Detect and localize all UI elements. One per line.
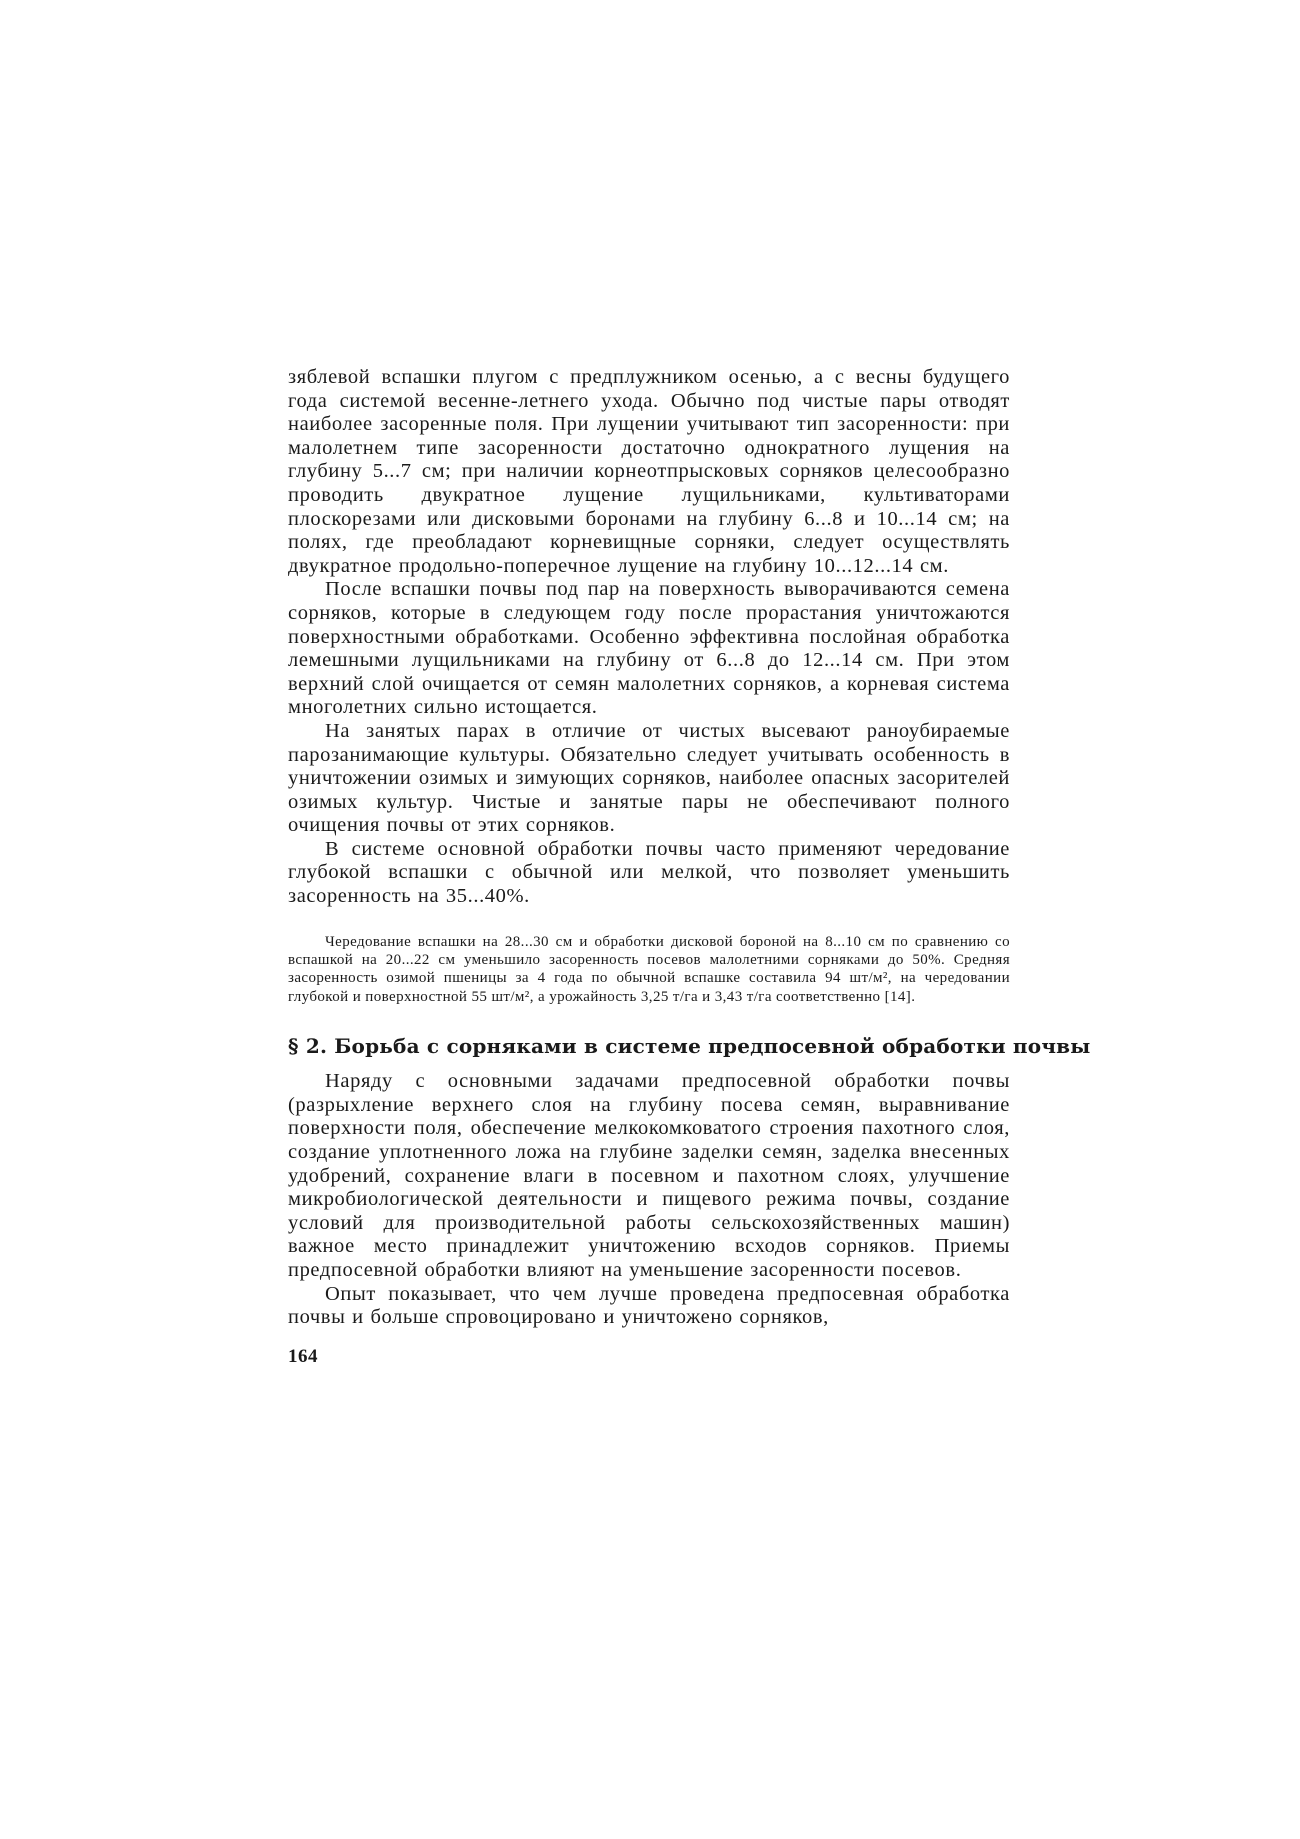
body-paragraph-1: зяблевой вспашки плугом с предплужником осенью, а с весны будущего года системой весенне-летнего ухода. Обычно под чистые пары отводят наиболее засоренные поля. При лущении учитывают тип засоренности: при малолетнем типе засоренности достаточно однократного лущения на глубину 5...7 см; при наличии корнеотпрысковых сорняков целесообразно проводить двукратное лущение лущильниками, культиваторами плоскорезами или дисковыми боронами на глубину 6...8 и 10...14 см; на полях, где преобладают корневищные сорняки, следует осуществлять двукратное продольно-поперечное лущение на глубину 10...12...14 см. xyxy=(288,366,1010,577)
body-paragraph-6: Опыт показывает, что чем лучше проведена предпосевная обработка почвы и больше спровоцировано и уничтожено сорняков, xyxy=(288,1282,1010,1329)
body-paragraph-5: Наряду с основными задачами предпосевной обработки почвы (разрыхление верхнего слоя на глубину посева семян, выравнивание поверхности поля, обеспечение мелкокомковатого строения пахотного слоя, создание уплотненного ложа на глубине заделки семян, заделка внесенных удобрений, сохранение влаги в посевном и пахотном слоях, улучшение микробиологической деятельности и пищевого режима почвы, создание условий для производительной работы сельскохозяйственных машин) важное место принадлежит уничтожению всходов сорняков. Приемы предпосевной обработки влияют на уменьшение засоренности посевов. xyxy=(288,1070,1010,1282)
page-number: 164 xyxy=(288,1345,318,1367)
footnote-paragraph: Чередование вспашки на 28...30 см и обработки дисковой бороной на 8...10 см по сравнению со вспашкой на 20...22 см уменьшило засоренность посевов малолетними сорняками до 50%. Средняя засоренность озимой пшеницы за 4 года по обычной вспашке составила 94 шт/м², на чередовании глубокой и поверхностной 55 шт/м², а урожайность 3,25 т/га и 3,43 т/га соответственно [14]. xyxy=(288,933,1010,1005)
section-heading: § 2. Борьба с сорняками в системе предпосевной обработки почвы xyxy=(288,1034,1091,1059)
book-page xyxy=(288,366,1091,1368)
body-paragraph-4: В системе основной обработки почвы часто применяют чередование глубокой вспашки с обычной или мелкой, что позволяет уменьшить засоренность на 35...40%. xyxy=(288,837,1010,908)
body-paragraph-3: На занятых парах в отличие от чистых высевают раноубираемые парозанимающие культуры. Обязательно следует учитывать особенность в уничтожении озимых и зимующих сорняков, наиболее опасных засорителей озимых культур. Чистые и занятые пары не обеспечивают полного очищения почвы от этих сорняков. xyxy=(288,719,1010,837)
body-paragraph-2: После вспашки почвы под пар на поверхность выворачиваются семена сорняков, которые в следующем году после прорастания уничтожаются поверхностными обработками. Особенно эффективна послойная обработка лемешными лущильниками на глубину от 6...8 до 12...14 см. При этом верхний слой очищается от семян малолетних сорняков, а корневая система многолетних сильно истощается. xyxy=(288,578,1010,719)
